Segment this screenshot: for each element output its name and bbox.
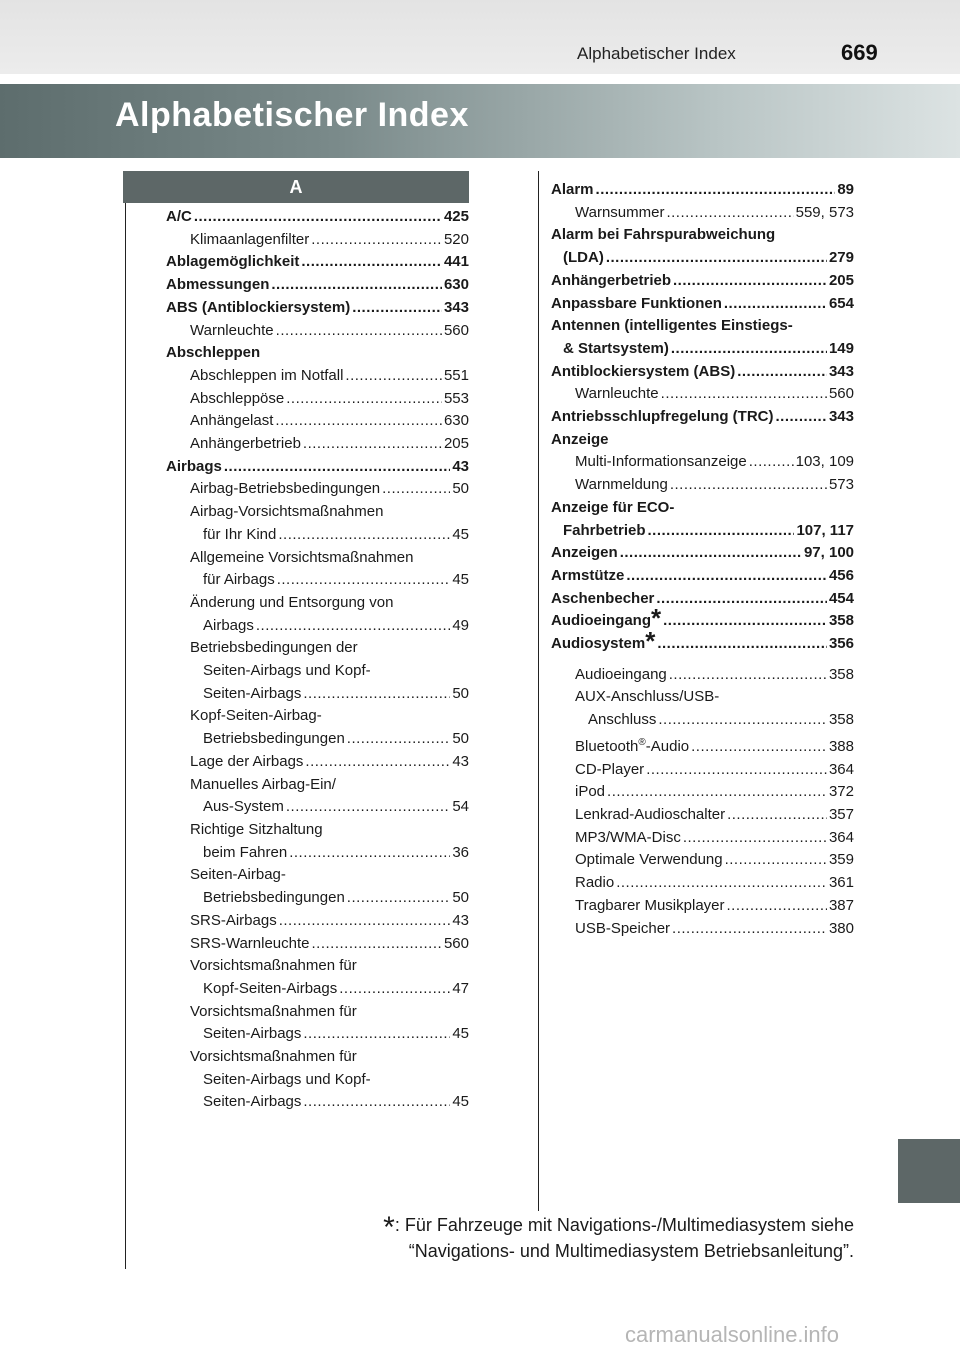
index-entry-label: CD-Player <box>575 760 645 778</box>
index-entry <box>551 827 854 850</box>
index-entry-page: 97, 100 <box>803 544 854 562</box>
index-entry <box>166 1023 469 1046</box>
index-entry-label: Manuelles Airbag-Ein/ <box>190 775 336 793</box>
index-entry <box>551 474 854 497</box>
leader-dots <box>607 781 827 804</box>
leader-dots <box>648 520 795 543</box>
index-entry <box>166 297 469 320</box>
leader-dots <box>339 978 450 1001</box>
index-entry-label: MP3/WMA-Disc <box>575 828 681 846</box>
footnote-asterisk: * <box>383 1211 395 1244</box>
index-entry <box>166 978 469 1001</box>
leader-dots <box>279 910 451 933</box>
index-entry-page: 630 <box>443 276 469 294</box>
leader-dots <box>606 247 827 270</box>
leader-dots <box>277 569 451 592</box>
index-entry-label: Anschluss <box>588 711 657 729</box>
index-entry-page: 380 <box>828 919 854 937</box>
index-entry-page: 364 <box>828 828 854 846</box>
index-entry-label: Lage der Airbags <box>190 752 304 770</box>
index-entry-label: Seiten-Airbags <box>203 1025 302 1043</box>
index-entry-page: 559, 573 <box>795 203 854 221</box>
index-entry <box>551 247 854 270</box>
index-entry-page: 43 <box>452 457 469 475</box>
index-entry-page: 357 <box>828 805 854 823</box>
index-entry <box>166 433 469 456</box>
leader-dots <box>256 615 450 638</box>
index-entry-label: Anpassbare Funktionen <box>551 294 722 312</box>
index-entry-label: Armstütze <box>551 566 625 584</box>
index-entry-page: 560 <box>828 385 854 403</box>
leader-dots <box>672 918 827 941</box>
index-entry-label: für Ihr Kind <box>203 525 277 543</box>
index-entry-label: Kopf-Seiten-Airbags <box>203 979 338 997</box>
index-entry <box>166 274 469 297</box>
leader-dots <box>776 406 827 429</box>
index-entry-page: 89 <box>837 181 854 198</box>
leader-dots <box>691 736 827 759</box>
index-entry <box>551 315 854 338</box>
index-entry <box>166 660 469 683</box>
index-entry-label: Warnleuchte <box>575 385 659 403</box>
leader-dots <box>658 709 827 732</box>
footnote-line-1: *: Für Fahrzeuge mit Navigations-/Multimediasystem siehe <box>383 1211 854 1244</box>
index-entry <box>166 728 469 751</box>
index-entry-label: ABS (Antiblockiersystem) <box>166 298 351 316</box>
index-entry-label: SRS-Airbags <box>190 911 277 929</box>
index-entry <box>551 338 854 361</box>
chapter-side-tab <box>898 1139 960 1203</box>
index-entry-page: 50 <box>452 480 469 498</box>
index-entry-label: Klimaanlagenfilter <box>190 230 310 248</box>
index-entry-page: 205 <box>828 271 854 289</box>
leader-dots <box>616 872 827 895</box>
index-entry-label: Richtige Sitzhaltung <box>190 820 323 838</box>
index-entry-page: 364 <box>828 760 854 778</box>
page-number: 669 <box>841 40 878 65</box>
index-entry-label: Kopf-Seiten-Airbag- <box>190 707 322 725</box>
index-entry <box>166 864 469 887</box>
leader-dots <box>303 433 442 456</box>
index-entry <box>551 406 854 429</box>
index-entry-label: Anzeige <box>551 430 609 448</box>
index-entry <box>166 910 469 933</box>
leader-dots <box>278 524 450 547</box>
index-entry-page: 343 <box>443 298 469 316</box>
index-entry-label: Tragbarer Musikplayer <box>575 896 725 914</box>
index-entry-label: Radio <box>575 874 615 892</box>
footnote-line-2: “Navigations- und Multimediasystem Betriebsanleitung”. <box>408 1241 854 1261</box>
index-entry-label: beim Fahren <box>203 843 288 861</box>
index-entry-page: 358 <box>828 612 854 630</box>
index-entry-page: 654 <box>828 294 854 312</box>
index-entry-page: 520 <box>443 230 469 248</box>
leader-dots <box>303 683 450 706</box>
index-entry-label: Seiten-Airbags und Kopf- <box>203 662 371 680</box>
page-title: Alphabetischer Index <box>115 96 469 134</box>
index-entry <box>551 849 854 872</box>
index-entry-page: 388 <box>828 737 854 755</box>
leader-dots <box>347 887 451 910</box>
index-entry-label: iPod <box>575 783 606 801</box>
index-entry <box>551 224 854 247</box>
leader-dots <box>683 827 827 850</box>
index-entry <box>166 251 469 274</box>
index-entry-page: 54 <box>452 798 469 816</box>
index-entry-label: SRS-Warnleuchte <box>190 934 310 952</box>
index-entry-page: 358 <box>828 711 854 729</box>
index-entry-label: Anzeige für ECO- <box>551 498 675 516</box>
index-entry <box>166 569 469 592</box>
index-entry-page: 205 <box>443 435 469 453</box>
leader-dots <box>312 933 442 956</box>
leader-dots <box>303 1023 450 1046</box>
index-entry <box>551 709 854 732</box>
index-entry <box>551 732 854 759</box>
index-entry-label: Audiosystem* <box>551 626 656 657</box>
index-entry-page: 107, 117 <box>796 521 854 539</box>
watermark: carmanualsonline.info <box>625 1322 840 1347</box>
section-letter-box <box>123 171 469 203</box>
index-entry <box>166 774 469 797</box>
index-entry-page: 43 <box>452 911 469 929</box>
index-entry-label: Audioeingang <box>575 665 667 683</box>
index-entry-page: 441 <box>443 253 469 271</box>
leader-dots <box>646 759 827 782</box>
index-entry <box>551 918 854 941</box>
leader-dots <box>224 456 450 479</box>
index-entry-label: Betriebsbedingungen <box>203 730 345 748</box>
index-entry <box>166 456 469 479</box>
leader-dots <box>673 270 827 293</box>
index-entry <box>551 603 854 634</box>
index-entry <box>166 1046 469 1069</box>
index-entry <box>166 683 469 706</box>
index-entry <box>551 497 854 520</box>
index-entry <box>166 842 469 865</box>
index-entry <box>166 1069 469 1092</box>
leader-dots <box>303 1091 450 1114</box>
index-entry-label: Warnsummer <box>575 203 665 221</box>
index-entry <box>166 819 469 842</box>
leader-dots <box>275 410 442 433</box>
index-entry-page: 50 <box>452 684 469 702</box>
leader-dots <box>669 664 827 687</box>
index-entry <box>551 520 854 543</box>
index-entry-page: 358 <box>828 665 854 683</box>
leader-dots <box>301 251 442 274</box>
index-entry <box>551 429 854 452</box>
index-entry-page: 560 <box>443 321 469 339</box>
leader-dots <box>352 297 442 320</box>
index-entry <box>166 501 469 524</box>
index-entry-page: 356 <box>828 635 854 653</box>
leader-dots <box>194 206 442 229</box>
index-entry-label: Alarm <box>551 181 594 198</box>
index-entry <box>551 542 854 565</box>
leader-dots <box>661 383 827 406</box>
index-entry-page: 45 <box>452 1025 469 1043</box>
running-title: Alphabetischer Index <box>577 44 736 63</box>
index-entry <box>551 361 854 384</box>
index-entry <box>551 383 854 406</box>
index-entry <box>551 686 854 709</box>
index-entry-label: Warnleuchte <box>190 321 274 339</box>
index-entry <box>166 547 469 570</box>
index-column-left <box>166 206 469 1114</box>
index-entry-page: 630 <box>443 412 469 430</box>
index-entry-label: Airbag-Betriebsbedingungen <box>190 480 381 498</box>
header-band <box>0 0 960 74</box>
index-entry <box>166 1091 469 1114</box>
index-entry-label: Aus-System <box>203 798 284 816</box>
index-entry-label: Anhängerbetrieb <box>551 271 672 289</box>
left-column-rule <box>125 203 126 1269</box>
index-entry-label: Betriebsbedingungen <box>203 889 345 907</box>
index-entry-page: 343 <box>828 362 854 380</box>
index-entry <box>551 588 854 611</box>
index-entry <box>166 206 469 229</box>
index-entry <box>551 565 854 588</box>
middle-column-rule <box>538 171 539 1211</box>
leader-dots <box>724 293 827 316</box>
index-column-right <box>551 179 854 940</box>
index-entry-label: (LDA) <box>563 249 604 267</box>
index-entry-page: 553 <box>443 389 469 407</box>
index-entry <box>551 759 854 782</box>
index-entry-label: für Airbags <box>203 571 275 589</box>
index-entry <box>166 1001 469 1024</box>
footnote <box>330 1212 854 1264</box>
leader-dots <box>289 842 450 865</box>
index-entry-page: 551 <box>443 366 469 384</box>
index-entry <box>166 342 469 365</box>
index-entry-page: 49 <box>452 616 469 634</box>
index-entry-label: Allgemeine Vorsichtsmaßnahmen <box>190 548 414 566</box>
index-entry <box>166 796 469 819</box>
leader-dots <box>656 588 827 611</box>
index-entry <box>551 451 854 474</box>
index-entry-label: Audioeingang* <box>551 603 662 634</box>
index-entry-label: & Startsystem) <box>563 339 669 357</box>
index-entry-label: Seiten-Airbag- <box>190 866 286 884</box>
index-entry <box>551 664 854 687</box>
index-entry-page: 372 <box>828 783 854 801</box>
index-entry-label: Antriebsschlupfregelung (TRC) <box>551 408 774 426</box>
index-entry <box>551 626 854 657</box>
index-entry-page: 45 <box>452 1093 469 1111</box>
index-entry-label: USB-Speicher <box>575 919 671 937</box>
index-entry <box>166 705 469 728</box>
index-entry-page: 560 <box>443 934 469 952</box>
index-entry-label: Warnmeldung <box>575 476 668 494</box>
leader-dots <box>670 474 827 497</box>
index-entry <box>166 615 469 638</box>
leader-dots <box>727 895 827 918</box>
leader-dots <box>666 202 793 225</box>
index-entry-page: 50 <box>452 730 469 748</box>
index-entry <box>166 365 469 388</box>
index-entry <box>551 872 854 895</box>
index-entry-label: Seiten-Airbags <box>203 1093 302 1111</box>
index-entry-label: Multi-Informationsanzeige <box>575 453 747 471</box>
index-entry <box>166 478 469 501</box>
leader-dots <box>271 274 442 297</box>
leader-dots <box>725 849 827 872</box>
index-entry-label: Optimale Verwendung <box>575 851 723 869</box>
index-entry-page: 47 <box>452 979 469 997</box>
index-entry-page: 343 <box>828 408 854 426</box>
index-entry-label: Anhängelast <box>190 412 274 430</box>
index-entry-label: Vorsichtsmaßnahmen für <box>190 957 357 975</box>
index-entry-label: Airbags <box>166 457 222 475</box>
index-entry <box>551 804 854 827</box>
index-entry-label: Anzeigen <box>551 544 618 562</box>
leader-dots <box>311 229 442 252</box>
index-entry-label: AUX-Anschluss/USB- <box>575 688 720 706</box>
index-entry-label: Ablagemöglichkeit <box>166 253 300 271</box>
index-entry-label: A/C <box>166 208 192 225</box>
index-entry-page: 425 <box>443 208 469 225</box>
index-entry-label: Betriebsbedingungen der <box>190 639 358 657</box>
index-entry-label: Anhängerbetrieb <box>190 435 301 453</box>
leader-dots <box>727 804 827 827</box>
index-entry-label: Vorsichtsmaßnahmen für <box>190 1048 357 1066</box>
leader-dots <box>276 320 442 343</box>
leader-dots <box>663 610 827 633</box>
leader-dots <box>596 179 836 202</box>
index-entry-page: 45 <box>452 571 469 589</box>
index-entry-page: 45 <box>452 525 469 543</box>
leader-dots <box>286 796 450 819</box>
section-letter: A <box>289 176 303 197</box>
index-entry <box>166 524 469 547</box>
leader-dots <box>305 751 450 774</box>
index-entry <box>166 320 469 343</box>
index-entry-label: Airbags <box>203 616 254 634</box>
index-entry-page: 103, 109 <box>795 453 854 471</box>
index-entry-page: 454 <box>828 589 854 607</box>
index-entry-label: Antennen (intelligentes Einstiegs- <box>551 317 793 335</box>
leader-dots <box>345 365 442 388</box>
index-entry-label: Airbag-Vorsichtsmaßnahmen <box>190 503 384 521</box>
leader-dots <box>657 633 827 656</box>
index-entry <box>551 293 854 316</box>
index-entry <box>166 388 469 411</box>
leader-dots <box>737 361 827 384</box>
index-entry-label: Abschleppen <box>166 344 261 362</box>
index-entry-label: Lenkrad-Audioschalter <box>575 805 726 823</box>
index-entry-label: Antiblockiersystem (ABS) <box>551 362 736 380</box>
leader-dots <box>626 565 827 588</box>
index-entry-label: Änderung und Entsorgung von <box>190 593 394 611</box>
index-entry <box>551 270 854 293</box>
index-entry-label: Abschleppen im Notfall <box>190 366 344 384</box>
index-entry-label: Seiten-Airbags <box>203 684 302 702</box>
index-entry-label: Bluetooth®-Audio <box>575 736 690 755</box>
index-entry-page: 50 <box>452 889 469 907</box>
index-entry <box>166 955 469 978</box>
index-entry-page: 361 <box>828 874 854 892</box>
index-entry-page: 279 <box>828 249 854 267</box>
index-entry <box>166 933 469 956</box>
index-entry-label: Alarm bei Fahrspurabweichung <box>551 226 776 244</box>
index-entry-page: 43 <box>452 752 469 770</box>
index-entry-page: 456 <box>828 566 854 584</box>
index-entry <box>166 229 469 252</box>
index-entry-page: 36 <box>452 843 469 861</box>
index-entry <box>551 895 854 918</box>
index-entry <box>166 592 469 615</box>
index-entry <box>551 781 854 804</box>
index-entry <box>166 410 469 433</box>
index-entry-label: Fahrbetrieb <box>563 521 646 539</box>
leader-dots <box>347 728 451 751</box>
leader-dots <box>382 478 450 501</box>
footnote-asterisk: * <box>651 603 662 634</box>
index-entry-page: 387 <box>828 896 854 914</box>
index-entry <box>166 637 469 660</box>
leader-dots <box>749 451 794 474</box>
index-entry-page: 359 <box>828 851 854 869</box>
index-entry-page: 149 <box>828 339 854 357</box>
index-entry-label: Vorsichtsmaßnahmen für <box>190 1002 357 1020</box>
index-entry <box>551 202 854 225</box>
index-entry-label: Seiten-Airbags und Kopf- <box>203 1070 371 1088</box>
index-entry-label: Abschleppöse <box>190 389 285 407</box>
index-entry <box>166 887 469 910</box>
footnote-asterisk: * <box>645 626 656 657</box>
leader-dots <box>671 338 827 361</box>
index-entry-label: Abmessungen <box>166 276 270 294</box>
index-entry-page: 573 <box>828 476 854 494</box>
leader-dots <box>620 542 802 565</box>
index-entry <box>551 179 854 202</box>
index-entry <box>166 751 469 774</box>
leader-dots <box>286 388 442 411</box>
index-entry-label: Aschenbecher <box>551 589 655 607</box>
